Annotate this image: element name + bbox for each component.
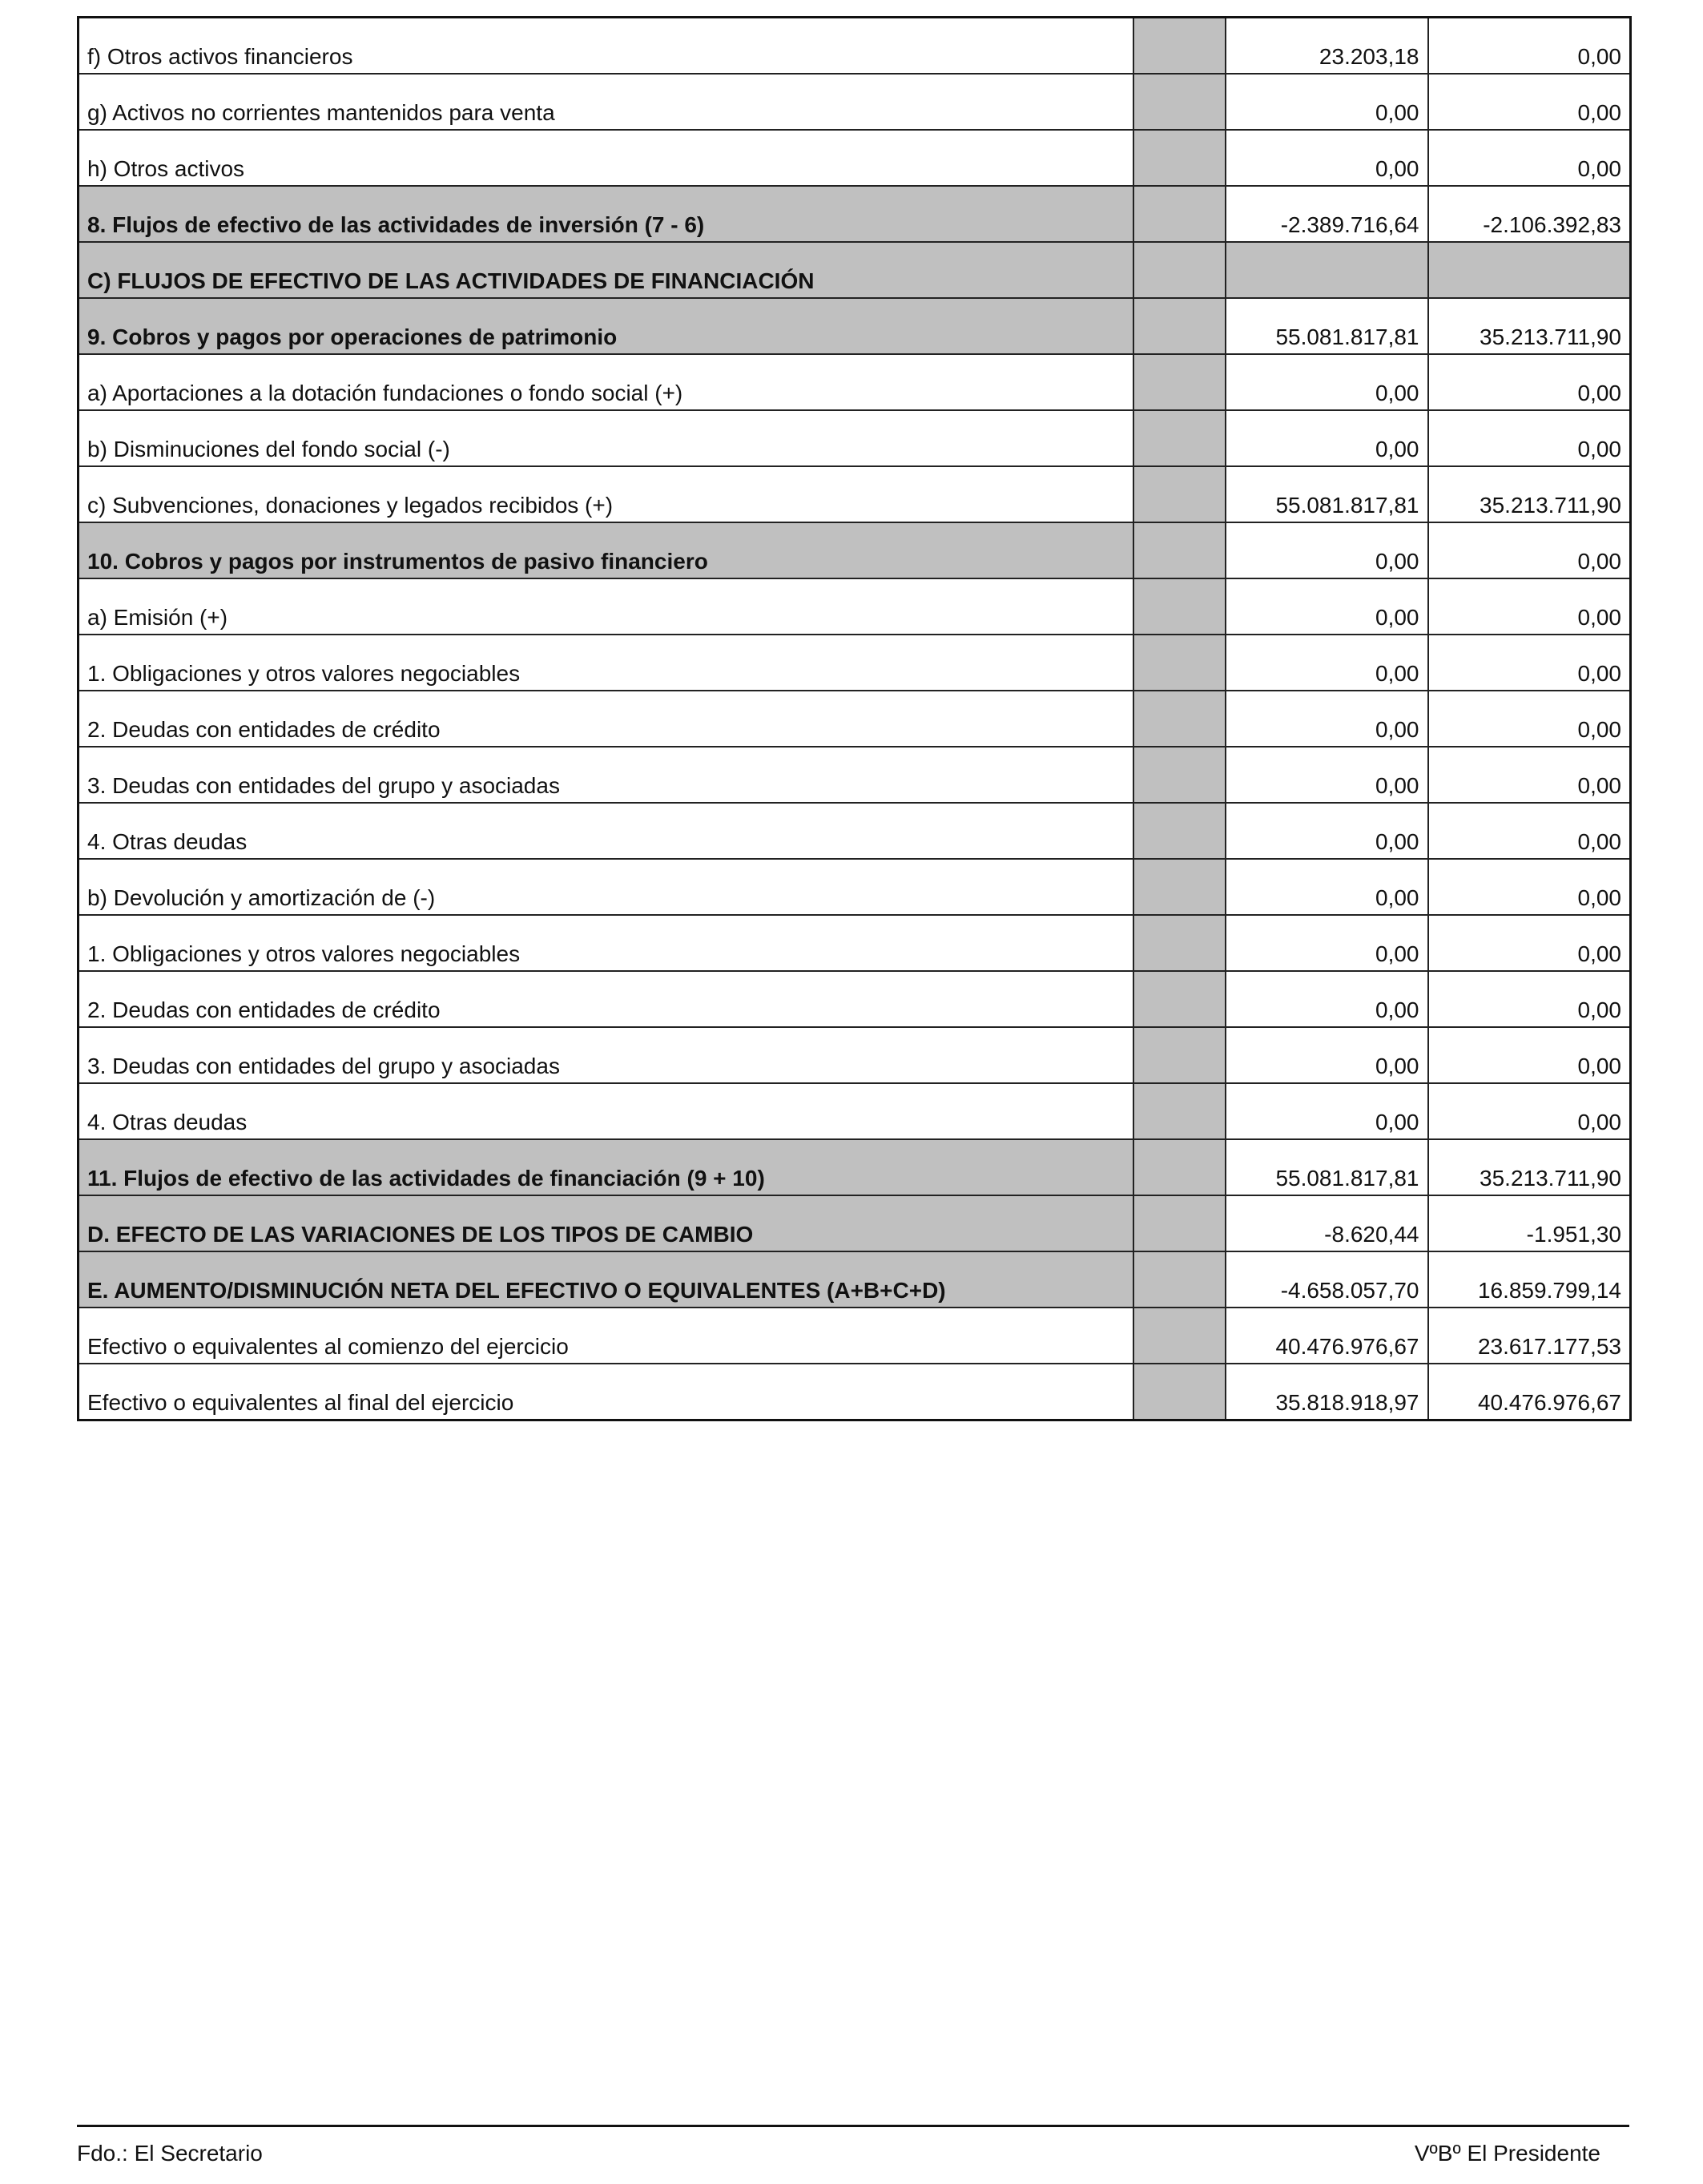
current-year-value: 0,00 <box>1226 130 1428 186</box>
previous-year-value: 0,00 <box>1428 1027 1631 1083</box>
row-label: 8. Flujos de efectivo de las actividades de inversión (7 - 6) <box>79 186 1133 242</box>
table-row <box>79 410 1631 466</box>
previous-year-value: 0,00 <box>1428 410 1631 466</box>
notes-cell <box>1133 186 1226 242</box>
table-row <box>79 74 1631 130</box>
previous-year-value: 23.617.177,53 <box>1428 1308 1631 1364</box>
table-row <box>79 1139 1631 1195</box>
current-year-value: 0,00 <box>1226 1083 1428 1139</box>
previous-year-value: 0,00 <box>1428 971 1631 1027</box>
row-label: 1. Obligaciones y otros valores negociables <box>79 635 1133 691</box>
row-label: a) Emisión (+) <box>79 578 1133 635</box>
previous-year-value: 35.213.711,90 <box>1428 466 1631 522</box>
notes-cell <box>1133 859 1226 915</box>
current-year-value: 0,00 <box>1226 578 1428 635</box>
current-year-value: 0,00 <box>1226 971 1428 1027</box>
notes-cell <box>1133 578 1226 635</box>
row-label: a) Aportaciones a la dotación fundaciones o fondo social (+) <box>79 354 1133 410</box>
current-year-value: -2.389.716,64 <box>1226 186 1428 242</box>
cash-flow-rows <box>79 18 1631 1420</box>
president-signature-label: VºBº El Presidente <box>1414 2141 1600 2166</box>
row-label: 3. Deudas con entidades del grupo y asociadas <box>79 747 1133 803</box>
table-row <box>79 354 1631 410</box>
notes-cell <box>1133 803 1226 859</box>
notes-cell <box>1133 1139 1226 1195</box>
table-row <box>79 1251 1631 1308</box>
row-label: 2. Deudas con entidades de crédito <box>79 971 1133 1027</box>
notes-cell <box>1133 1195 1226 1251</box>
row-label: 10. Cobros y pagos por instrumentos de pasivo financiero <box>79 522 1133 578</box>
row-label: Efectivo o equivalentes al comienzo del ejercicio <box>79 1308 1133 1364</box>
previous-year-value: -2.106.392,83 <box>1428 186 1631 242</box>
current-year-value: 0,00 <box>1226 635 1428 691</box>
previous-year-value: 0,00 <box>1428 859 1631 915</box>
previous-year-value: 0,00 <box>1428 1083 1631 1139</box>
notes-cell <box>1133 1027 1226 1083</box>
notes-cell <box>1133 466 1226 522</box>
table-row <box>79 691 1631 747</box>
table-row <box>79 1195 1631 1251</box>
previous-year-value: 35.213.711,90 <box>1428 1139 1631 1195</box>
notes-cell <box>1133 74 1226 130</box>
notes-cell <box>1133 298 1226 354</box>
table-row <box>79 803 1631 859</box>
row-label: b) Devolución y amortización de (-) <box>79 859 1133 915</box>
row-label: 11. Flujos de efectivo de las actividades de financiación (9 + 10) <box>79 1139 1133 1195</box>
current-year-value: 55.081.817,81 <box>1226 466 1428 522</box>
current-year-value: 0,00 <box>1226 410 1428 466</box>
table-row <box>79 242 1631 298</box>
cash-flow-table <box>77 16 1632 1421</box>
current-year-value: 23.203,18 <box>1226 18 1428 75</box>
table-row <box>79 747 1631 803</box>
notes-cell <box>1133 18 1226 75</box>
row-label: 4. Otras deudas <box>79 1083 1133 1139</box>
row-label: 3. Deudas con entidades del grupo y asociadas <box>79 1027 1133 1083</box>
notes-cell <box>1133 410 1226 466</box>
row-label: c) Subvenciones, donaciones y legados recibidos (+) <box>79 466 1133 522</box>
table-row <box>79 522 1631 578</box>
notes-cell <box>1133 747 1226 803</box>
table-row <box>79 18 1631 75</box>
current-year-value: 0,00 <box>1226 74 1428 130</box>
notes-cell <box>1133 130 1226 186</box>
row-label: E. AUMENTO/DISMINUCIÓN NETA DEL EFECTIVO O EQUIVALENTES (A+B+C+D) <box>79 1251 1133 1308</box>
current-year-value: 0,00 <box>1226 522 1428 578</box>
current-year-value: 0,00 <box>1226 747 1428 803</box>
current-year-value: 40.476.976,67 <box>1226 1308 1428 1364</box>
previous-year-value: 0,00 <box>1428 747 1631 803</box>
current-year-value: 35.818.918,97 <box>1226 1364 1428 1420</box>
row-label: C) FLUJOS DE EFECTIVO DE LAS ACTIVIDADES DE FINANCIACIÓN <box>79 242 1133 298</box>
row-label: Efectivo o equivalentes al final del ejercicio <box>79 1364 1133 1420</box>
secretary-signature-label: Fdo.: El Secretario <box>77 2141 263 2166</box>
notes-cell <box>1133 971 1226 1027</box>
current-year-value <box>1226 242 1428 298</box>
previous-year-value: 16.859.799,14 <box>1428 1251 1631 1308</box>
table-row <box>79 635 1631 691</box>
current-year-value: 0,00 <box>1226 803 1428 859</box>
row-label: h) Otros activos <box>79 130 1133 186</box>
previous-year-value: 35.213.711,90 <box>1428 298 1631 354</box>
current-year-value: -4.658.057,70 <box>1226 1251 1428 1308</box>
previous-year-value: 0,00 <box>1428 803 1631 859</box>
row-label: g) Activos no corrientes mantenidos para venta <box>79 74 1133 130</box>
previous-year-value: -1.951,30 <box>1428 1195 1631 1251</box>
row-label: D. EFECTO DE LAS VARIACIONES DE LOS TIPOS DE CAMBIO <box>79 1195 1133 1251</box>
signature-rule <box>77 2125 1629 2127</box>
previous-year-value: 0,00 <box>1428 130 1631 186</box>
notes-cell <box>1133 635 1226 691</box>
previous-year-value: 40.476.976,67 <box>1428 1364 1631 1420</box>
table-row <box>79 1083 1631 1139</box>
previous-year-value: 0,00 <box>1428 578 1631 635</box>
notes-cell <box>1133 354 1226 410</box>
current-year-value: 0,00 <box>1226 354 1428 410</box>
table-row <box>79 971 1631 1027</box>
previous-year-value: 0,00 <box>1428 18 1631 75</box>
row-label: 2. Deudas con entidades de crédito <box>79 691 1133 747</box>
table-row <box>79 578 1631 635</box>
previous-year-value: 0,00 <box>1428 915 1631 971</box>
previous-year-value: 0,00 <box>1428 522 1631 578</box>
notes-cell <box>1133 242 1226 298</box>
row-label: 9. Cobros y pagos por operaciones de patrimonio <box>79 298 1133 354</box>
table-row <box>79 915 1631 971</box>
table-row <box>79 859 1631 915</box>
table-row <box>79 130 1631 186</box>
notes-cell <box>1133 522 1226 578</box>
current-year-value: 0,00 <box>1226 691 1428 747</box>
row-label: 4. Otras deudas <box>79 803 1133 859</box>
table-row <box>79 1364 1631 1420</box>
row-label: f) Otros activos financieros <box>79 18 1133 75</box>
notes-cell <box>1133 1308 1226 1364</box>
table-row <box>79 298 1631 354</box>
previous-year-value: 0,00 <box>1428 354 1631 410</box>
row-label: b) Disminuciones del fondo social (-) <box>79 410 1133 466</box>
previous-year-value: 0,00 <box>1428 635 1631 691</box>
table-row <box>79 1308 1631 1364</box>
row-label: 1. Obligaciones y otros valores negociables <box>79 915 1133 971</box>
current-year-value: 55.081.817,81 <box>1226 298 1428 354</box>
previous-year-value: 0,00 <box>1428 74 1631 130</box>
table-row <box>79 186 1631 242</box>
notes-cell <box>1133 1364 1226 1420</box>
previous-year-value: 0,00 <box>1428 691 1631 747</box>
previous-year-value <box>1428 242 1631 298</box>
notes-cell <box>1133 915 1226 971</box>
current-year-value: -8.620,44 <box>1226 1195 1428 1251</box>
current-year-value: 0,00 <box>1226 1027 1428 1083</box>
notes-cell <box>1133 1251 1226 1308</box>
table-row <box>79 1027 1631 1083</box>
notes-cell <box>1133 691 1226 747</box>
current-year-value: 55.081.817,81 <box>1226 1139 1428 1195</box>
current-year-value: 0,00 <box>1226 859 1428 915</box>
table-row <box>79 466 1631 522</box>
notes-cell <box>1133 1083 1226 1139</box>
current-year-value: 0,00 <box>1226 915 1428 971</box>
